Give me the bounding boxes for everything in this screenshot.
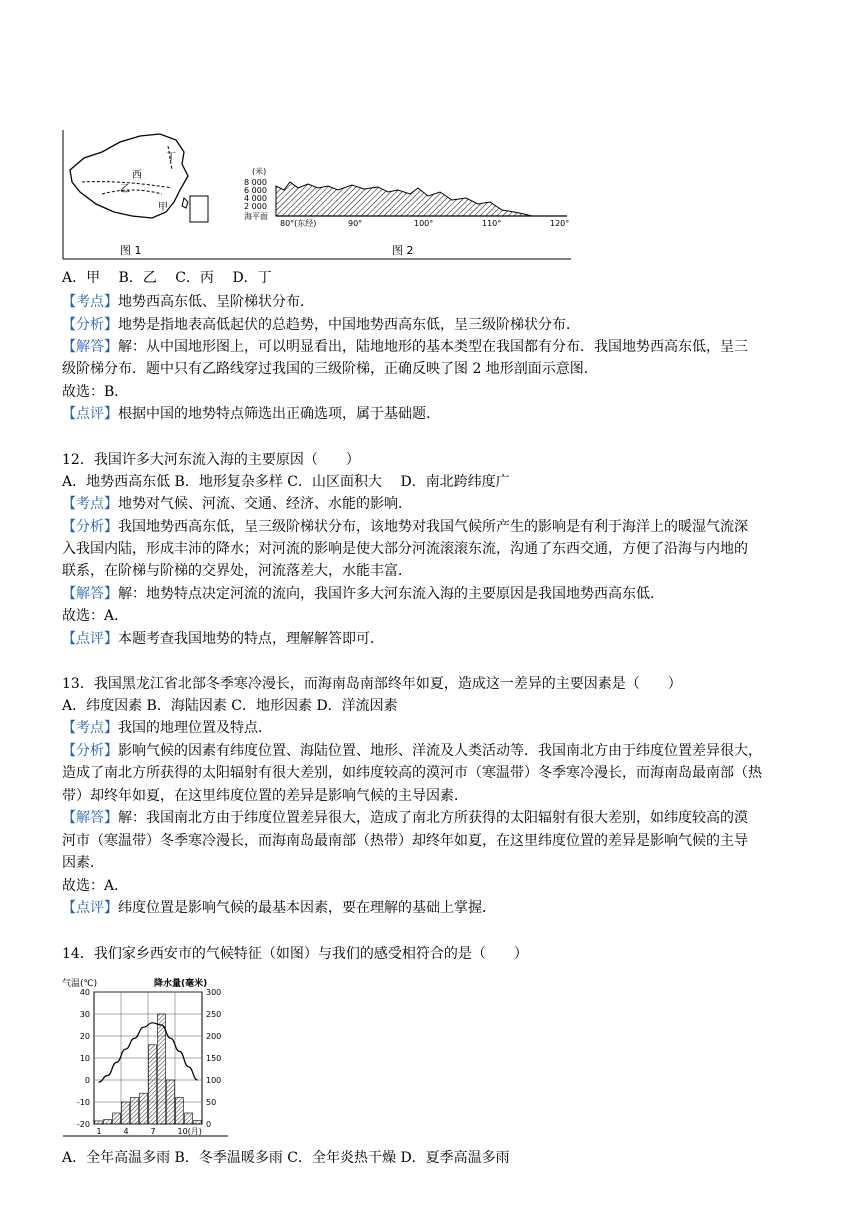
q12-jieda (62, 584, 664, 604)
chart-right-tick: 100 (206, 1076, 222, 1085)
q14-options: A．全年高温多雨 B．冬季温暖多雨 C．全年炎热干燥 D．夏季高温多雨 (62, 1150, 510, 1166)
profile-y-tick: 4 000 (244, 194, 267, 203)
fenxi-tag: 【分析】 (62, 519, 118, 535)
map-label-yi: 乙 (120, 184, 130, 195)
jieda-text: 解：我国南北方由于纬度位置差异很大，造成了南北方所获得的太阳辐射有很大差别，如纬度较高的漠 (118, 810, 748, 826)
q14-stem: 14．我们家乡西安市的气候特征（如图）与我们的感受相符合的是（ ） (62, 946, 528, 962)
chart-right-tick: 250 (206, 1010, 222, 1019)
q11-kaodian (62, 292, 314, 312)
q12-fenxi-line3: 联系，在阶梯与阶梯的交界处，河流落差大，水能丰富． (62, 563, 412, 579)
q11-dianping (62, 404, 440, 424)
profile-x-tick: 110° (482, 219, 502, 228)
q12-options: A．地势西高东低 B．地形复杂多样 C．山区面积大 D．南北跨纬度广 (62, 474, 510, 490)
kaodian-tag: 【考点】 (62, 294, 118, 310)
fig2-caption: 图 2 (392, 244, 414, 257)
chart-x-tick: 4 (123, 1127, 129, 1136)
profile-x-tick: 80°(东经) (280, 219, 317, 228)
profile-y-tick: 6 000 (244, 186, 267, 195)
figure-china-terrain (62, 130, 572, 260)
jieda-tag: 【解答】 (62, 810, 118, 826)
map-label-ding: 丁 (166, 152, 176, 163)
q13-kaodian (62, 718, 272, 738)
chart-right-tick: 0 (206, 1120, 212, 1129)
fenxi-text: 地势是指地表高低起伏的总趋势，中国地势西高东低，呈三级阶梯状分布． (118, 317, 580, 333)
chart-right-axis-label: 降水量(毫米) (154, 979, 208, 989)
q12-stem: 12．我国许多大河东流入海的主要原因（ ） (62, 452, 360, 468)
map-label-jia: 甲 (158, 202, 168, 213)
precipitation-bar (167, 1080, 175, 1124)
q12-fenxi-line1 (62, 517, 748, 537)
chart-left-tick: 0 (84, 1076, 90, 1085)
chart-x-tick: 10(月) (177, 1127, 202, 1136)
precipitation-bar (131, 1098, 139, 1124)
kaodian-tag: 【考点】 (62, 720, 118, 736)
fenxi-text: 影响气候的因素有纬度位置、海陆位置、地形、洋流及人类活动等．我国南北方由于纬度位置差异很大， (118, 743, 762, 759)
q13-jieda-line3: 因素． (62, 855, 104, 871)
fig1-caption: 图 1 (120, 244, 142, 257)
q13-stem: 13．我国黑龙江省北部冬季寒冷漫长，而海南岛南部终年如夏，造成这一差异的主要因素是（ ） (62, 676, 682, 692)
jieda-text: 解：地势特点决定河流的流向，我国许多大河东流入海的主要原因是我国地势西高东低． (118, 586, 664, 602)
q12-fenxi-line2: 入我国内陆，形成丰沛的降水；对河流的影响是使大部分河流滚滚东流，沟通了东西交通，方便了沿海与内地的 (62, 541, 748, 557)
fenxi-tag: 【分析】 (62, 317, 118, 333)
chart-right-tick: 50 (206, 1098, 217, 1107)
china-map-outline (70, 134, 188, 218)
fenxi-tag: 【分析】 (62, 743, 118, 759)
chart-left-tick: 10 (79, 1054, 90, 1063)
q13-dianping (62, 898, 496, 918)
q12-dianping (62, 629, 384, 649)
dianping-tag: 【点评】 (62, 406, 118, 422)
q13-fenxi-line1 (62, 741, 762, 761)
fenxi-text: 我国地势西高东低，呈三级阶梯状分布，该地势对我国气候所产生的影响是有利于海洋上的暖湿气流深 (118, 519, 748, 535)
q12-kaodian (62, 494, 412, 514)
precipitation-bar (122, 1102, 130, 1124)
map-label-xi: 西 (132, 170, 142, 181)
q12-answer: 故选：A． (62, 608, 129, 624)
kaodian-text: 我国的地理位置及特点． (118, 720, 272, 736)
dianping-text: 纬度位置是影响气候的最基本因素，要在理解的基础上掌握． (118, 900, 496, 916)
q11-answer: 故选：B． (62, 384, 129, 400)
dianping-text: 根据中国的地势特点筛选出正确选项，属于基础题． (118, 406, 440, 422)
precipitation-bar (149, 1045, 157, 1124)
profile-sea-level: 海平面 (244, 212, 268, 221)
profile-y-tick: 2 000 (244, 202, 267, 211)
precipitation-bar (113, 1113, 121, 1124)
profile-x-tick: 120° (550, 219, 570, 228)
precipitation-bar (95, 1121, 103, 1124)
chart-right-tick: 200 (206, 1032, 222, 1041)
q13-fenxi-line2: 造成了南北方所获得的太阳辐射有很大差别，如纬度较高的漠河市（寒温带）冬季寒冷漫长，而海南岛最南部（热 (62, 765, 762, 781)
precipitation-bar (185, 1113, 193, 1124)
chart-left-tick: -10 (76, 1098, 90, 1107)
q13-fenxi-line3: 带）却终年如夏，在这里纬度位置的差异是影响气候的主导因素． (62, 788, 468, 804)
jieda-tag: 【解答】 (62, 586, 118, 602)
kaodian-tag: 【考点】 (62, 496, 118, 512)
q13-options: A．纬度因素 B．海陆因素 C．地形因素 D．洋流因素 (62, 698, 398, 714)
precipitation-bar (104, 1120, 112, 1124)
south-china-sea-inset (190, 196, 208, 222)
chart-left-tick: -20 (76, 1120, 90, 1129)
precipitation-bar (158, 1014, 166, 1124)
chart-left-tick: 20 (79, 1032, 90, 1041)
q13-jieda-line2: 河市（寒温带）冬季寒冷漫长，而海南岛最南部（热带）却终年如夏，在这里纬度位置的差异是影响气候的主导 (62, 833, 748, 849)
profile-y-unit: (米) (252, 167, 267, 176)
precipitation-bar (176, 1098, 184, 1124)
q13-jieda-line1 (62, 808, 748, 828)
q11-fenxi (62, 315, 580, 335)
precipitation-bar (140, 1093, 148, 1124)
chart-left-tick: 40 (79, 988, 90, 997)
profile-y-tick: 8 000 (244, 178, 267, 187)
q11-jieda-line1 (62, 337, 748, 357)
precipitation-bar (194, 1120, 202, 1124)
dianping-tag: 【点评】 (62, 900, 118, 916)
profile-x-tick: 100° (414, 219, 434, 228)
q13-answer: 故选：A． (62, 878, 129, 894)
chart-x-tick: 1 (96, 1127, 102, 1136)
kaodian-text: 地势西高东低、呈阶梯状分布． (118, 294, 314, 310)
chart-right-tick: 300 (206, 988, 222, 997)
dianping-tag: 【点评】 (62, 631, 118, 647)
dianping-text: 本题考查我国地势的特点，理解解答即可． (118, 631, 384, 647)
q11-jieda-line2: 级阶梯分布．题中只有乙路线穿过我国的三级阶梯，正确反映了图 2 地形剖面示意图． (62, 361, 598, 377)
chart-left-tick: 30 (79, 1010, 90, 1019)
kaodian-text: 地势对气候、河流、交通、经济、水能的影响． (118, 496, 412, 512)
jieda-text: 解：从中国地形图上，可以明显看出，陆地地形的基本类型在我国都有分布．我国地势西高东低，呈三 (118, 339, 748, 355)
terrain-profile (276, 182, 532, 216)
profile-x-tick: 90° (348, 219, 363, 228)
jieda-tag: 【解答】 (62, 339, 118, 355)
chart-x-tick: 7 (150, 1127, 156, 1136)
q11-options: A．甲 B．乙 C．丙 D．丁 (62, 270, 272, 286)
climate-chart (62, 976, 228, 1138)
chart-left-axis-label: 气温(℃) (62, 979, 98, 989)
chart-right-tick: 150 (206, 1054, 222, 1063)
